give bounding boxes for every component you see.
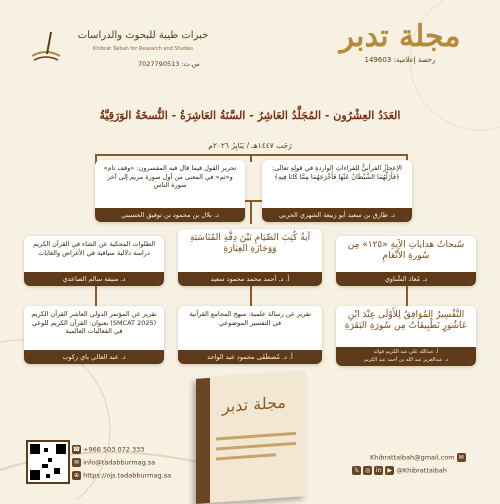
globe-icon: ⊕ (73, 472, 80, 479)
phone-text: +966 503 072 333 (83, 445, 145, 454)
article-card-3[interactable] (336, 236, 476, 286)
article-card-2[interactable] (95, 160, 245, 222)
article-card-1[interactable] (262, 160, 412, 222)
author-1: أ. عبدالله علي عبد الكريم فوائد (373, 349, 439, 355)
tree-line-center (250, 154, 252, 162)
article-author: د. مُعاذ السَّناوي (336, 272, 476, 286)
cover-title: مجلة تدبر (222, 392, 286, 417)
article-title: سُبحاتُ هداياتِ الآيةِ «١٢٥» مِن سُورةِ الأَنْعَامِ (347, 240, 465, 261)
article-author: د. منيفة سالم الصاعدي (24, 272, 164, 286)
article-card-4[interactable] (178, 229, 322, 286)
social-handle-text: @Khibrattaibah (396, 466, 447, 475)
article-title: الطلوات المحكية عن الشاء في القرآن الكريم دراسة دلالية سياقية في الأغراض والغايات (32, 240, 156, 257)
qr-icon (30, 444, 66, 480)
author-2: د. عبدالعزيز عبد الله بن أحمد عبد الكريم (363, 357, 449, 363)
magazine-cover (196, 371, 306, 504)
article-author: أ. د. مُصطَفَى محمود عبد الواحد (178, 350, 322, 364)
social-email-text: Khibrattaibah@gmail.com (370, 453, 455, 462)
article-author: د. طارق بن سعيد أبو زبيعة الشهري الحربي (262, 208, 412, 222)
linkedin-icon: in (375, 467, 382, 474)
phone-icon: ☎ (72, 446, 81, 453)
article-title: الإعجازُ القرآنيُّ للقراءاتِ الواردةِ في قولِهِ تعالَى: ﴿فَأَزَلَّهُمَا الشَّيْطَانُ عَنْهَا فَأَخْرَجَهُمَا مِمَّا كَانَا فِيهِ﴾ (272, 164, 402, 181)
tree-line-low-center (250, 285, 252, 307)
article-author: د. عبد العالي باي زكوب (24, 350, 164, 364)
article-card-7[interactable] (178, 306, 322, 364)
magazine-logo (330, 18, 470, 64)
article-author: أ. د. أحمد محمد محمود سعيد (178, 272, 322, 286)
site-text: https://ojs.tadabburmag.sa (83, 471, 172, 480)
social-email[interactable] (370, 453, 466, 462)
tree-line-mid-center (250, 200, 252, 224)
article-title: تحرير القول فيما قال فيه المفسرون: «وقف تام» و«ثم» في المعنى من أول سورة مريم إلى آخر سورة الناس (103, 164, 237, 189)
article-author: د. بلال بن محمود بن توفيق الحسيني (95, 208, 245, 222)
contact-email[interactable] (72, 458, 155, 467)
contact-phone[interactable] (72, 445, 144, 454)
tree-line-low-right (406, 285, 408, 307)
publisher-cr: س.ت: 7027790513 (138, 60, 200, 68)
article-author (336, 347, 476, 366)
issue-line: العَدَدُ العِشْرُون - المُجَلَّدُ العَاشِرُ - السَّنَةُ العَاشِرَةُ - النُّسخَةُ الوَرَقِيَّةُ (99, 109, 401, 122)
article-title: تقرير عن رسالة علمية: منهج المجامع القرآنية في التفسير الموضوعي (189, 310, 311, 327)
article-title: آيةُ كُتِبَ الصِّيَامِ بَيْنَ دِقَّةِ المُنَاسَبَةِ وَوَجَازَةِ العِبَارَةِ (189, 233, 311, 254)
magazine-license: رخصة إعلامية: 149603 (364, 56, 436, 64)
contact-site[interactable] (72, 471, 171, 480)
qr-code[interactable] (26, 440, 70, 484)
article-title: التَّفْسِيرُ المُوَافِقُ لِلأَوْلَى عِنْدَ ابْنِ عَاشُورٍ تَطْبِيقَاتٌ مِن سُورَةِ البَقَرَةِ (344, 310, 468, 331)
publisher-name-ar: خبرات طيبة للبحوث والدراسات (77, 30, 209, 41)
magazine-title: مجلة تدبر (339, 19, 461, 54)
mail-icon: ✉ (458, 454, 464, 461)
article-card-8[interactable] (24, 306, 164, 364)
article-title: تقرير عن المؤتمر الدولي العاشر القرآن الكريم (SMCAT 2025) بعنوان: القرآن الكريم للوعي في الفعاليات العالمية (31, 310, 157, 335)
email-text: info@tadabburmag.sa (83, 458, 156, 467)
article-card-5[interactable] (24, 236, 164, 286)
publisher-logo (28, 26, 218, 78)
tree-line-low-left (95, 285, 97, 307)
issue-date: رَجَب ١٤٤٧هـ / يَنَايِرُ ٢٠٢٦م (208, 141, 292, 150)
social-handle[interactable] (352, 466, 447, 475)
book-quill-icon (28, 28, 64, 64)
mail-icon: ✉ (73, 459, 80, 466)
youtube-icon: ▶ (385, 466, 394, 475)
instagram-icon: ◎ (364, 467, 371, 474)
x-icon: 𝕏 (352, 466, 361, 475)
article-card-6[interactable] (336, 306, 476, 366)
publisher-name-en: Khibrat Taibah for Research and Studies (93, 46, 193, 52)
